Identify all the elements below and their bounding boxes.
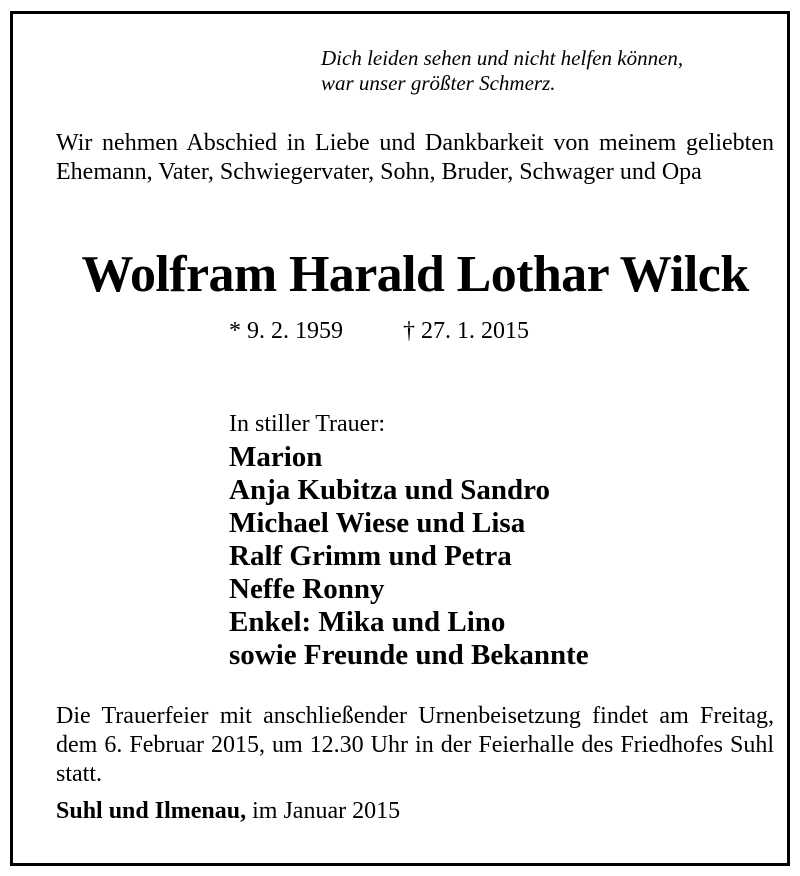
deceased-name: Wolfram Harald Lothar Wilck [81, 246, 749, 303]
funeral-info: Die Trauerfeier mit anschließender Urnenbeisetzung findet am Freitag, dem 6. Februar 2015, um 12.30 Uhr in der Feierhalle des Friedhofes Suhl statt. [56, 703, 774, 787]
place-date-line [56, 798, 400, 825]
motto-line: Dich leiden sehen und nicht helfen können, [321, 46, 684, 70]
mourner-name: Marion [229, 441, 323, 473]
place-name: Suhl und Ilmenau, [56, 798, 247, 824]
mourner-name: Ralf Grimm und Petra [229, 540, 512, 572]
mourners-list [229, 441, 589, 672]
motto-quote [321, 46, 761, 96]
mourner-name: Neffe Ronny [229, 573, 385, 605]
obituary-notice [10, 11, 790, 866]
mourning-label: In stiller Trauer: [229, 411, 385, 437]
notice-date: im Januar 2015 [252, 798, 401, 824]
mourner-name: Michael Wiese und Lisa [229, 507, 526, 539]
intro-text: Wir nehmen Abschied in Liebe und Dankbarkeit von meinem geliebten Ehemann, Vater, Schwiegervater, Sohn, Bruder, Schwager und Opa [56, 130, 774, 185]
motto-line: war unser größter Schmerz. [321, 71, 556, 95]
mourner-name: Anja Kubitza und Sandro [229, 474, 550, 506]
life-dates [229, 318, 529, 345]
birth-date: * 9. 2. 1959 [229, 318, 343, 344]
mourner-name: sowie Freunde und Bekannte [229, 639, 589, 671]
mourner-name: Enkel: Mika und Lino [229, 606, 506, 638]
death-date: † 27. 1. 2015 [403, 318, 529, 344]
